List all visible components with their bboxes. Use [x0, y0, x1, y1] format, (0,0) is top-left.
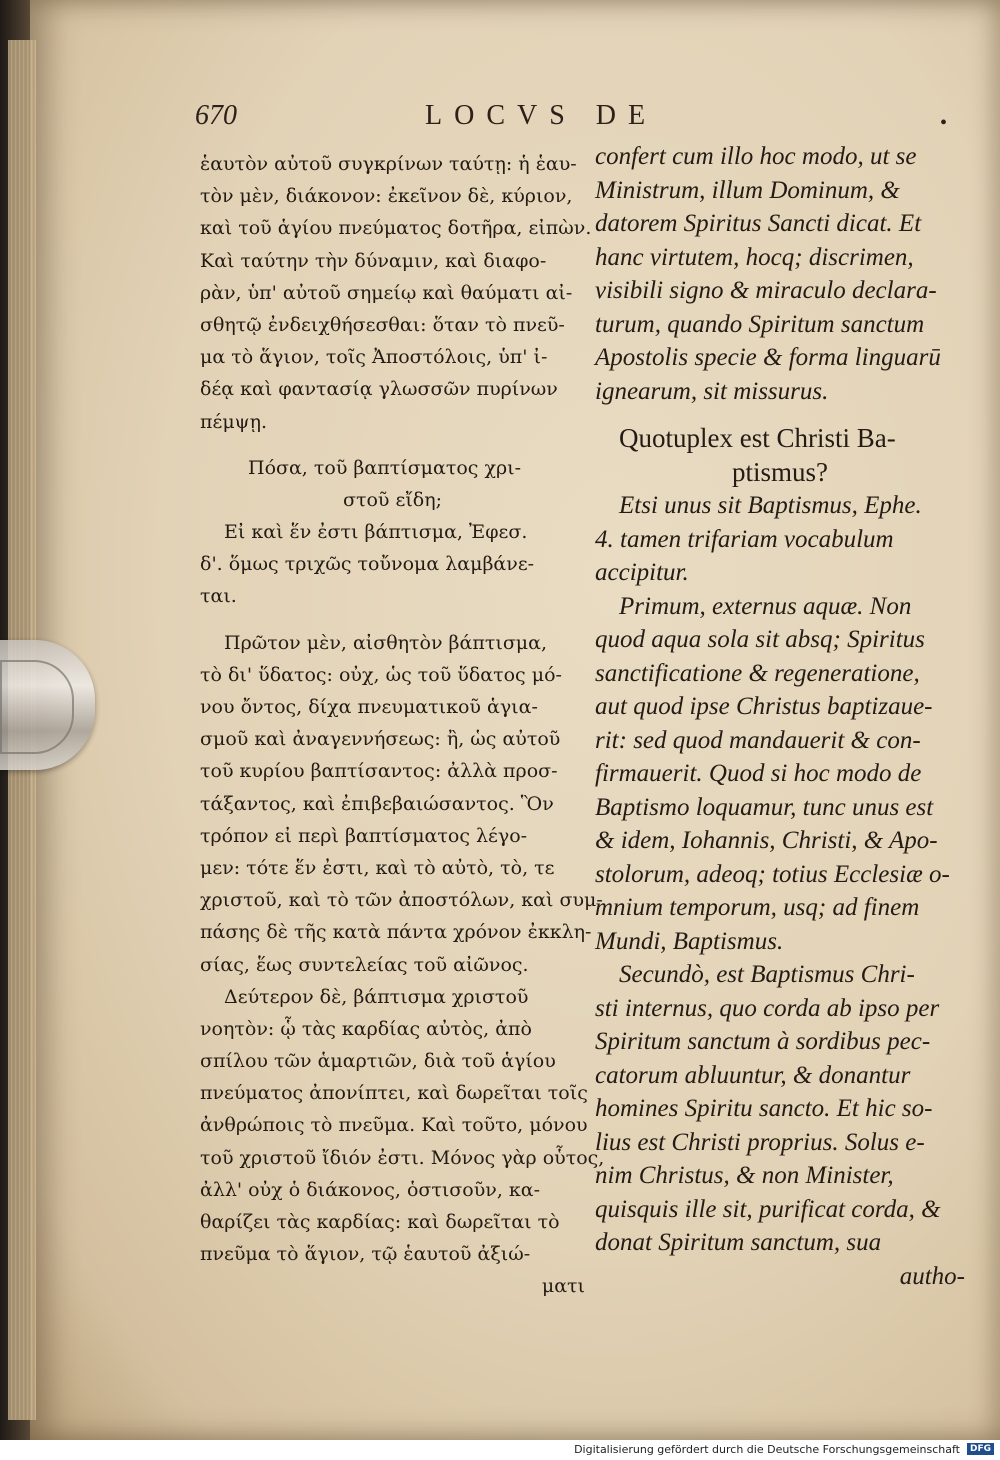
greek-line: ἀνθρώποις τὸ πνεῦμα. Καὶ τοῦτο, μόνου [200, 1114, 588, 1137]
latin-question-heading: ptismus? [731, 456, 828, 487]
greek-line: ται. [200, 585, 237, 608]
greek-question-heading: Πόσα, τοῦ βαπτίσματος χρι- [248, 456, 522, 479]
latin-line: Spiritum sanctum à sordibus pec- [595, 1028, 931, 1055]
latin-line: confert cum illo hoc modo, ut se [595, 143, 917, 170]
greek-line: τάξαντος, καὶ ἐπιβεβαιώσαντος. Ὃν [200, 792, 554, 815]
greek-line: νοητὸν: ᾧ τὰς καρδίας αὐτὸς, ἀπὸ [200, 1017, 532, 1040]
latin-line: accipitur. [595, 559, 689, 586]
greek-line: τρόπον εἰ περὶ βαπτίσματος λέγο- [200, 824, 528, 847]
footer-bar [0, 1440, 1000, 1460]
greek-line: πνεῦμα τὸ ἅγιον, τῷ ἑαυτοῦ ἀξιώ- [200, 1243, 531, 1266]
greek-line: τοῦ κυρίου βαπτίσαντος: ἀλλὰ προσ- [200, 760, 558, 783]
dfg-logo: DFG [967, 1443, 994, 1455]
latin-line: Mundi, Baptismus. [595, 927, 784, 955]
greek-line: σίας, ἕως συντελείας τοῦ αἰῶνος. [200, 953, 529, 976]
latin-line: Ministrum, illum Dominum, & [595, 176, 900, 204]
greek-line: Καὶ ταύτην τὴν δύναμιν, καὶ διαφο- [200, 249, 547, 272]
latin-line: lius est Christi proprius. Solus e- [595, 1128, 925, 1156]
greek-line: σθητῷ ἐνδειχθήσεσθαι: ὅταν τὸ πνεῦ- [200, 313, 565, 336]
greek-line: πέμψῃ. [200, 410, 268, 433]
greek-line: σμοῦ καὶ ἀναγεννήσεως: ἢ, ὡς αὐτοῦ [200, 728, 561, 751]
latin-line: & idem, Iohannis, Christi, & Apo- [595, 827, 938, 854]
funding-notice: Digitalisierung gefördert durch die Deutsche Forschungsgemeinschaft [574, 1443, 960, 1456]
greek-line: σπίλου τῶν ἁμαρτιῶν, διὰ τοῦ ἁγίου [200, 1050, 556, 1073]
greek-line: Πρῶτον μὲν, αἰσθητὸν βάπτισμα, [224, 631, 548, 654]
greek-line: ρὰν, ὑπ' αὐτοῦ σημείῳ καὶ θαύματι αἰ- [200, 281, 573, 304]
latin-line: sti internus, quo corda ab ipso per [595, 994, 940, 1022]
latin-question-heading: Quotuplex est Christi Ba- [619, 423, 896, 453]
latin-catchword: autho- [899, 1262, 965, 1290]
page-clip-inner [0, 660, 74, 754]
greek-line: τὸ δι' ὕδατος: οὐχ, ὡς τοῦ ὕδατος μό- [200, 663, 562, 686]
latin-line: aut quod ipse Christus baptizaue- [595, 693, 933, 720]
latin-line: Apostolis specie & forma linguarū [595, 344, 941, 371]
latin-line: turum, quando Spiritum sanctum [595, 310, 925, 338]
greek-line: τὸν μὲν, διάκονον: ἐκεῖνον δὲ, κύριον, [200, 185, 573, 208]
latin-column [595, 140, 965, 1293]
page-number: 670 [195, 100, 237, 131]
greek-line: Εἰ καὶ ἕν ἐστι βάπτισμα, Ἐφεσ. [224, 521, 528, 544]
latin-line: catorum abluuntur, & donantur [595, 1061, 911, 1089]
latin-line: datorem Spiritus Sancti dicat. Et [595, 210, 922, 237]
latin-line: Etsi unus sit Baptismus, Ephe. [619, 492, 922, 519]
latin-line: 4. tamen trifariam vocabulum [595, 525, 894, 553]
greek-line: τοῦ χριστοῦ ἴδιόν ἐστι. Μόνος γὰρ οὗτος, [200, 1146, 605, 1169]
greek-column [200, 148, 605, 1303]
greek-line: πάσης δὲ τῆς κατὰ πάντα χρόνον ἐκκλη- [200, 921, 592, 944]
greek-line: μεν: τότε ἕν ἐστι, καὶ τὸ αὐτὸ, τὸ, τε [200, 856, 555, 879]
latin-line: hanc virtutem, hocq; discrimen, [595, 243, 914, 271]
greek-line: μα τὸ ἅγιον, τοῖς Ἀποστόλοις, ὑπ' ἰ- [200, 346, 548, 369]
greek-line: καὶ τοῦ ἁγίου πνεύματος δοτῆρα, εἰπὼν. [200, 217, 592, 240]
latin-line: quisquis ille sit, purificat corda, & [595, 1195, 941, 1223]
ink-dot: • [940, 112, 948, 134]
latin-line: firmauerit. Quod si hoc modo de [595, 760, 922, 787]
latin-line: Secundò, est Baptismus Chri- [619, 961, 915, 988]
latin-line: mnium temporum, usq; ad finem [595, 894, 920, 921]
page-header [195, 100, 960, 140]
latin-line: rit: sed quod mandauerit & con- [595, 726, 921, 754]
greek-line: ἑαυτὸν αὐτοῦ συγκρίνων ταύτῃ: ἡ ἑαυ- [200, 153, 577, 175]
greek-line: θαρίζει τὰς καρδίας: καὶ δωρεῖται τὸ [200, 1211, 560, 1233]
latin-line: nim Christus, & non Minister, [595, 1162, 894, 1189]
greek-line: πνεύματος ἀπονίπτει, καὶ δωρεῖται τοῖς [200, 1082, 588, 1105]
latin-line: ignearum, sit missurus. [595, 377, 829, 405]
latin-line: visibili signo & miraculo declara- [595, 277, 937, 304]
greek-catchword: ματι [541, 1275, 585, 1298]
greek-line: ἀλλ' οὐχ ὁ διάκονος, ὁστισοῦν, κα- [200, 1178, 541, 1201]
latin-line: sanctificatione & regeneratione, [595, 659, 920, 687]
greek-line: νου ὄντος, δίχα πνευματικοῦ ἁγια- [200, 696, 538, 718]
latin-line: Primum, externus aquæ. Non [619, 592, 912, 620]
latin-line: Baptismo loquamur, tunc unus est [595, 793, 934, 821]
greek-line: δ'. ὅμως τριχῶς τοὔνομα λαμβάνε- [200, 553, 535, 576]
running-head: LOCVS DE [425, 100, 658, 131]
greek-line: χριστοῦ, καὶ τὸ τῶν ἀποστόλων, καὶ συμ- [200, 889, 603, 912]
latin-line: stolorum, adeoq; totius Ecclesiæ o- [595, 860, 950, 888]
latin-line: quod aqua sola sit absq; Spiritus [595, 626, 925, 653]
greek-line: δέᾳ καὶ φαντασίᾳ γλωσσῶν πυρίνων [200, 378, 558, 401]
greek-question-heading: στοῦ εἴδη; [342, 488, 443, 511]
latin-line: donat Spiritum sanctum, sua [595, 1229, 882, 1256]
greek-line: Δεύτερον δὲ, βάπτισμα χριστοῦ [224, 985, 529, 1008]
latin-line: homines Spiritu sancto. Et hic so- [595, 1095, 933, 1122]
